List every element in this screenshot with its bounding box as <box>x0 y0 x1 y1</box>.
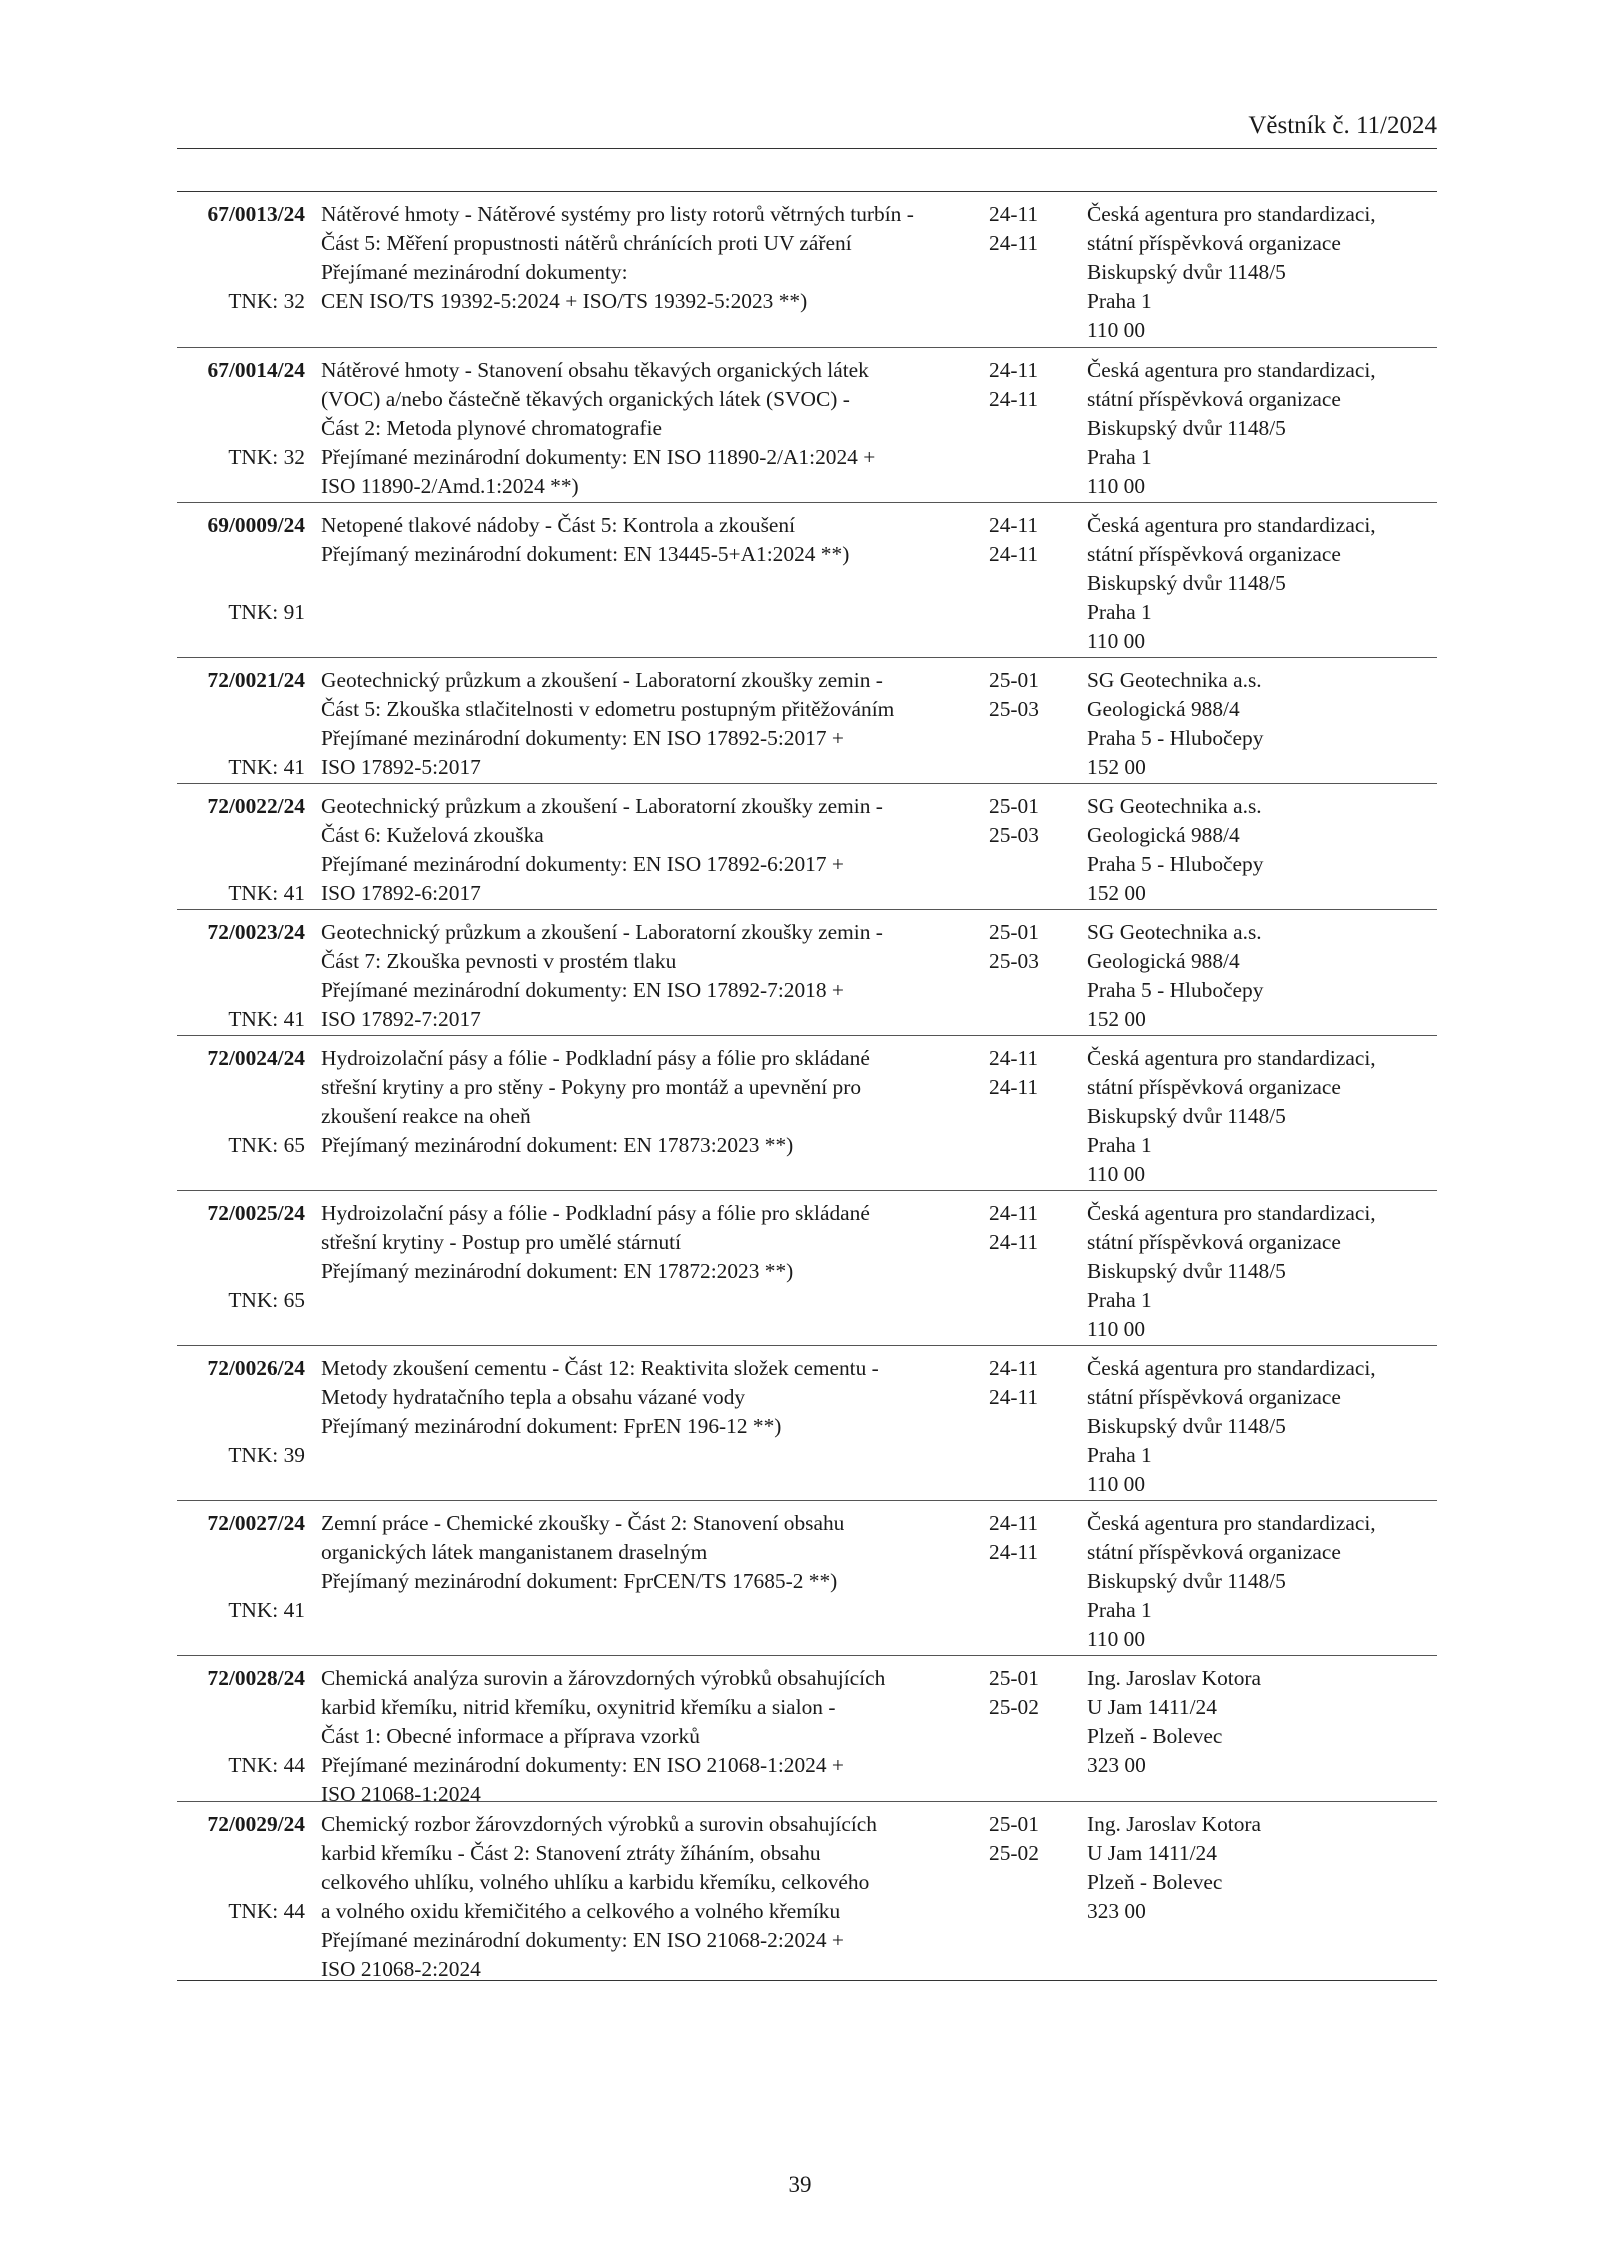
title-line: ISO 11890-2/Amd.1:2024 **) <box>321 474 579 498</box>
title-line: Přejímaný mezinárodní dokument: EN 13445-5+A1:2024 **) <box>321 542 850 566</box>
date-value: 25-01 <box>989 668 1039 692</box>
title-line: karbid křemíku - Část 2: Stanovení ztráty žíháním, obsahu <box>321 1841 821 1865</box>
title-line: Nátěrové hmoty - Stanovení obsahu těkavých organických látek <box>321 358 869 382</box>
tnk-label: TNK: 44 <box>228 1899 305 1923</box>
entry-address-cell <box>1077 666 1437 783</box>
entry-number: 72/0028/24 <box>207 1666 305 1690</box>
date-value: 25-03 <box>989 697 1039 721</box>
date-value: 24-11 <box>989 358 1039 382</box>
address-line: Geologická 988/4 <box>1087 697 1240 721</box>
entry-address-cell <box>1077 356 1437 502</box>
date-value: 24-11 <box>989 1075 1039 1099</box>
address-line: Biskupský dvůr 1148/5 <box>1087 1259 1286 1283</box>
title-line: Netopené tlakové nádoby - Část 5: Kontrola a zkoušení <box>321 513 796 537</box>
address-line: 323 00 <box>1087 1753 1146 1777</box>
tnk-label: TNK: 32 <box>228 445 305 469</box>
title-line: Přejímaný mezinárodní dokument: EN 17872:2023 **) <box>321 1259 794 1283</box>
address-line: Praha 1 <box>1087 445 1152 469</box>
table-row <box>177 502 1437 657</box>
entry-number: 72/0023/24 <box>207 920 305 944</box>
entry-title-cell <box>305 1199 987 1345</box>
date-value: 24-11 <box>989 1230 1039 1254</box>
entry-number-cell <box>177 1810 305 1980</box>
address-line: 110 00 <box>1087 629 1146 653</box>
table-row <box>177 1655 1437 1806</box>
entry-number-cell <box>177 356 305 502</box>
entry-dates-cell <box>987 200 1077 347</box>
entry-number: 72/0024/24 <box>207 1046 305 1070</box>
address-line: Praha 1 <box>1087 1598 1152 1622</box>
standards-table <box>177 191 1437 1981</box>
date-value: 24-11 <box>989 1046 1039 1070</box>
date-value: 24-11 <box>989 513 1039 537</box>
table-row <box>177 1345 1437 1500</box>
title-line: Část 7: Zkouška pevnosti v prostém tlaku <box>321 949 677 973</box>
title-line: a volného oxidu křemičitého a celkového a volného křemíku <box>321 1899 841 1923</box>
entry-title-cell <box>305 1044 987 1190</box>
title-line: Chemický rozbor žárovzdorných výrobků a surovin obsahujících <box>321 1812 877 1836</box>
title-line: Hydroizolační pásy a fólie - Podkladní pásy a fólie pro skládané <box>321 1201 870 1225</box>
address-line: státní příspěvková organizace <box>1087 1230 1341 1254</box>
title-line: Metody hydratačního tepla a obsahu vázané vody <box>321 1385 746 1409</box>
title-line: střešní krytiny - Postup pro umělé stárnutí <box>321 1230 682 1254</box>
table-row <box>177 1190 1437 1345</box>
table-row <box>177 1035 1437 1190</box>
entry-title-cell <box>305 918 987 1035</box>
address-line: Biskupský dvůr 1148/5 <box>1087 571 1286 595</box>
address-line: 110 00 <box>1087 1162 1146 1186</box>
address-line: Plzeň - Bolevec <box>1087 1724 1223 1748</box>
entry-address-cell <box>1077 792 1437 909</box>
tnk-label: TNK: 44 <box>228 1753 305 1777</box>
address-line: 152 00 <box>1087 881 1146 905</box>
page-header <box>177 112 1437 149</box>
address-line: Praha 5 - Hlubočepy <box>1087 978 1264 1002</box>
entry-number-cell <box>177 666 305 783</box>
table-row <box>177 657 1437 783</box>
entry-address-cell <box>1077 918 1437 1035</box>
address-line: 110 00 <box>1087 1627 1146 1651</box>
address-line: státní příspěvková organizace <box>1087 542 1341 566</box>
entry-number-cell <box>177 792 305 909</box>
date-value: 24-11 <box>989 1385 1039 1409</box>
address-line: Geologická 988/4 <box>1087 949 1240 973</box>
title-line: Přejímaný mezinárodní dokument: EN 17873:2023 **) <box>321 1133 794 1157</box>
address-line: Česká agentura pro standardizaci, <box>1087 513 1376 537</box>
title-line: Zemní práce - Chemické zkoušky - Část 2: Stanovení obsahu <box>321 1511 845 1535</box>
address-line: Plzeň - Bolevec <box>1087 1870 1223 1894</box>
address-line: U Jam 1411/24 <box>1087 1841 1217 1865</box>
date-value: 24-11 <box>989 1356 1039 1380</box>
entry-number-cell <box>177 1509 305 1655</box>
entry-title-cell <box>305 356 987 502</box>
table-row <box>177 347 1437 502</box>
tnk-label: TNK: 41 <box>228 1598 305 1622</box>
entry-address-cell <box>1077 1199 1437 1345</box>
address-line: Česká agentura pro standardizaci, <box>1087 202 1376 226</box>
tnk-label: TNK: 65 <box>228 1133 305 1157</box>
entry-address-cell <box>1077 511 1437 657</box>
entry-title-cell <box>305 1354 987 1500</box>
title-line: ISO 17892-5:2017 <box>321 755 481 779</box>
entry-title-cell <box>305 1810 987 1980</box>
title-line: ISO 17892-6:2017 <box>321 881 481 905</box>
title-line: Přejímané mezinárodní dokumenty: EN ISO 17892-6:2017 + <box>321 852 844 876</box>
date-value: 25-02 <box>989 1841 1039 1865</box>
table-row <box>177 192 1437 347</box>
date-value: 25-03 <box>989 949 1039 973</box>
address-line: Praha 5 - Hlubočepy <box>1087 852 1264 876</box>
address-line: Česká agentura pro standardizaci, <box>1087 1201 1376 1225</box>
title-line: Hydroizolační pásy a fólie - Podkladní pásy a fólie pro skládané <box>321 1046 870 1070</box>
title-line: Nátěrové hmoty - Nátěrové systémy pro listy rotorů větrných turbín - <box>321 202 914 226</box>
date-value: 24-11 <box>989 1511 1039 1535</box>
address-line: státní příspěvková organizace <box>1087 1385 1341 1409</box>
address-line: Ing. Jaroslav Kotora <box>1087 1666 1262 1690</box>
entry-address-cell <box>1077 1810 1437 1980</box>
entry-dates-cell <box>987 1664 1077 1801</box>
address-line: Česká agentura pro standardizaci, <box>1087 1046 1376 1070</box>
address-line: státní příspěvková organizace <box>1087 1075 1341 1099</box>
address-line: SG Geotechnika a.s. <box>1087 668 1262 692</box>
title-line: Část 5: Zkouška stlačitelnosti v edometru postupným přitěžováním <box>321 697 895 721</box>
title-line: karbid křemíku, nitrid křemíku, oxynitrid křemíku a sialon - <box>321 1695 836 1719</box>
entry-dates-cell <box>987 1810 1077 1980</box>
entry-number-cell <box>177 511 305 657</box>
title-line: organických látek manganistanem draselným <box>321 1540 708 1564</box>
title-line: Přejímané mezinárodní dokumenty: EN ISO 17892-5:2017 + <box>321 726 844 750</box>
date-value: 24-11 <box>989 1540 1039 1564</box>
title-line: ISO 21068-1:2024 <box>321 1782 481 1806</box>
address-line: Praha 1 <box>1087 289 1152 313</box>
entry-number-cell <box>177 1199 305 1345</box>
address-line: státní příspěvková organizace <box>1087 231 1341 255</box>
title-line: Přejímané mezinárodní dokumenty: EN ISO 21068-1:2024 + <box>321 1753 844 1777</box>
address-line: U Jam 1411/24 <box>1087 1695 1217 1719</box>
entry-title-cell <box>305 511 987 657</box>
address-line: 110 00 <box>1087 318 1146 342</box>
entry-number: 72/0021/24 <box>207 668 305 692</box>
entry-dates-cell <box>987 1509 1077 1655</box>
address-line: Česká agentura pro standardizaci, <box>1087 1511 1376 1535</box>
entry-title-cell <box>305 666 987 783</box>
entry-number-cell <box>177 918 305 1035</box>
title-line: CEN ISO/TS 19392-5:2024 + ISO/TS 19392-5:2023 **) <box>321 289 808 313</box>
address-line: Česká agentura pro standardizaci, <box>1087 1356 1376 1380</box>
title-line: ISO 21068-2:2024 <box>321 1957 481 1981</box>
entry-number: 72/0022/24 <box>207 794 305 818</box>
title-line: Geotechnický průzkum a zkoušení - Laboratorní zkoušky zemin - <box>321 920 883 944</box>
date-value: 25-03 <box>989 823 1039 847</box>
entry-number: 69/0009/24 <box>207 513 305 537</box>
title-line: Chemická analýza surovin a žárovzdorných výrobků obsahujících <box>321 1666 886 1690</box>
address-line: Praha 1 <box>1087 1288 1152 1312</box>
entry-number: 67/0013/24 <box>207 202 305 226</box>
entry-address-cell <box>1077 1664 1437 1801</box>
address-line: 152 00 <box>1087 1007 1146 1031</box>
title-line: Část 5: Měření propustnosti nátěrů chránících proti UV záření <box>321 231 852 255</box>
address-line: Biskupský dvůr 1148/5 <box>1087 416 1286 440</box>
address-line: 110 00 <box>1087 474 1146 498</box>
entry-address-cell <box>1077 1044 1437 1190</box>
table-row <box>177 1500 1437 1655</box>
title-line: Geotechnický průzkum a zkoušení - Laboratorní zkoušky zemin - <box>321 794 883 818</box>
entry-address-cell <box>1077 200 1437 347</box>
title-line: Přejímaný mezinárodní dokument: FprEN 196-12 **) <box>321 1414 782 1438</box>
title-line: Geotechnický průzkum a zkoušení - Laboratorní zkoušky zemin - <box>321 668 883 692</box>
address-line: SG Geotechnika a.s. <box>1087 794 1262 818</box>
entry-dates-cell <box>987 666 1077 783</box>
entry-number-cell <box>177 1664 305 1801</box>
date-value: 24-11 <box>989 231 1039 255</box>
address-line: státní příspěvková organizace <box>1087 387 1341 411</box>
title-line: Přejímané mezinárodní dokumenty: EN ISO 17892-7:2018 + <box>321 978 844 1002</box>
title-line: střešní krytiny a pro stěny - Pokyny pro montáž a upevnění pro <box>321 1075 862 1099</box>
title-line: Část 2: Metoda plynové chromatografie <box>321 416 662 440</box>
address-line: Ing. Jaroslav Kotora <box>1087 1812 1262 1836</box>
date-value: 24-11 <box>989 202 1039 226</box>
entry-title-cell <box>305 1509 987 1655</box>
date-value: 25-01 <box>989 794 1039 818</box>
date-value: 24-11 <box>989 1201 1039 1225</box>
table-row <box>177 783 1437 909</box>
date-value: 25-01 <box>989 1666 1039 1690</box>
entry-dates-cell <box>987 1354 1077 1500</box>
title-line: Část 6: Kuželová zkouška <box>321 823 544 847</box>
entry-number-cell <box>177 1354 305 1500</box>
address-line: Biskupský dvůr 1148/5 <box>1087 1414 1286 1438</box>
entry-dates-cell <box>987 918 1077 1035</box>
tnk-label: TNK: 41 <box>228 755 305 779</box>
tnk-label: TNK: 91 <box>228 600 305 624</box>
title-line: Metody zkoušení cementu - Část 12: Reaktivita složek cementu - <box>321 1356 879 1380</box>
title-line: Část 1: Obecné informace a příprava vzorků <box>321 1724 700 1748</box>
entry-title-cell <box>305 792 987 909</box>
table-row <box>177 909 1437 1035</box>
title-line: Přejímaný mezinárodní dokument: FprCEN/TS 17685-2 **) <box>321 1569 838 1593</box>
address-line: Praha 1 <box>1087 1443 1152 1467</box>
entry-number: 72/0026/24 <box>207 1356 305 1380</box>
entry-number: 72/0027/24 <box>207 1511 305 1535</box>
date-value: 25-01 <box>989 920 1039 944</box>
entry-dates-cell <box>987 511 1077 657</box>
bulletin-title: Věstník č. 11/2024 <box>1248 112 1437 139</box>
address-line: Praha 1 <box>1087 600 1152 624</box>
tnk-label: TNK: 32 <box>228 289 305 313</box>
date-value: 25-01 <box>989 1812 1039 1836</box>
address-line: Biskupský dvůr 1148/5 <box>1087 1569 1286 1593</box>
title-line: Přejímané mezinárodní dokumenty: EN ISO 21068-2:2024 + <box>321 1928 844 1952</box>
title-line: Přejímané mezinárodní dokumenty: EN ISO 11890-2/A1:2024 + <box>321 445 876 469</box>
entry-number: 67/0014/24 <box>207 358 305 382</box>
entry-title-cell <box>305 200 987 347</box>
date-value: 24-11 <box>989 387 1039 411</box>
title-line: ISO 17892-7:2017 <box>321 1007 481 1031</box>
title-line: celkového uhlíku, volného uhlíku a karbidu křemíku, celkového <box>321 1870 870 1894</box>
entry-dates-cell <box>987 356 1077 502</box>
title-line: zkoušení reakce na oheň <box>321 1104 531 1128</box>
address-line: 110 00 <box>1087 1317 1146 1341</box>
address-line: Biskupský dvůr 1148/5 <box>1087 1104 1286 1128</box>
entry-number-cell <box>177 200 305 347</box>
entry-dates-cell <box>987 1199 1077 1345</box>
address-line: Praha 5 - Hlubočepy <box>1087 726 1264 750</box>
date-value: 25-02 <box>989 1695 1039 1719</box>
entry-dates-cell <box>987 1044 1077 1190</box>
address-line: 323 00 <box>1087 1899 1146 1923</box>
address-line: 152 00 <box>1087 755 1146 779</box>
entry-address-cell <box>1077 1354 1437 1500</box>
entry-number-cell <box>177 1044 305 1190</box>
tnk-label: TNK: 41 <box>228 881 305 905</box>
tnk-label: TNK: 65 <box>228 1288 305 1312</box>
address-line: Biskupský dvůr 1148/5 <box>1087 260 1286 284</box>
address-line: SG Geotechnika a.s. <box>1087 920 1262 944</box>
entry-number: 72/0029/24 <box>207 1812 305 1836</box>
tnk-label: TNK: 41 <box>228 1007 305 1031</box>
entry-title-cell <box>305 1664 987 1806</box>
page-number: 39 <box>788 2172 812 2197</box>
tnk-label: TNK: 39 <box>228 1443 305 1467</box>
table-row <box>177 1801 1437 1980</box>
address-line: Geologická 988/4 <box>1087 823 1240 847</box>
date-value: 24-11 <box>989 542 1039 566</box>
entry-number: 72/0025/24 <box>207 1201 305 1225</box>
entry-address-cell <box>1077 1509 1437 1655</box>
address-line: státní příspěvková organizace <box>1087 1540 1341 1564</box>
entry-dates-cell <box>987 792 1077 909</box>
address-line: Praha 1 <box>1087 1133 1152 1157</box>
address-line: Česká agentura pro standardizaci, <box>1087 358 1376 382</box>
title-line: (VOC) a/nebo částečně těkavých organických látek (SVOC) - <box>321 387 850 411</box>
address-line: 110 00 <box>1087 1472 1146 1496</box>
title-line: Přejímané mezinárodní dokumenty: <box>321 260 628 284</box>
